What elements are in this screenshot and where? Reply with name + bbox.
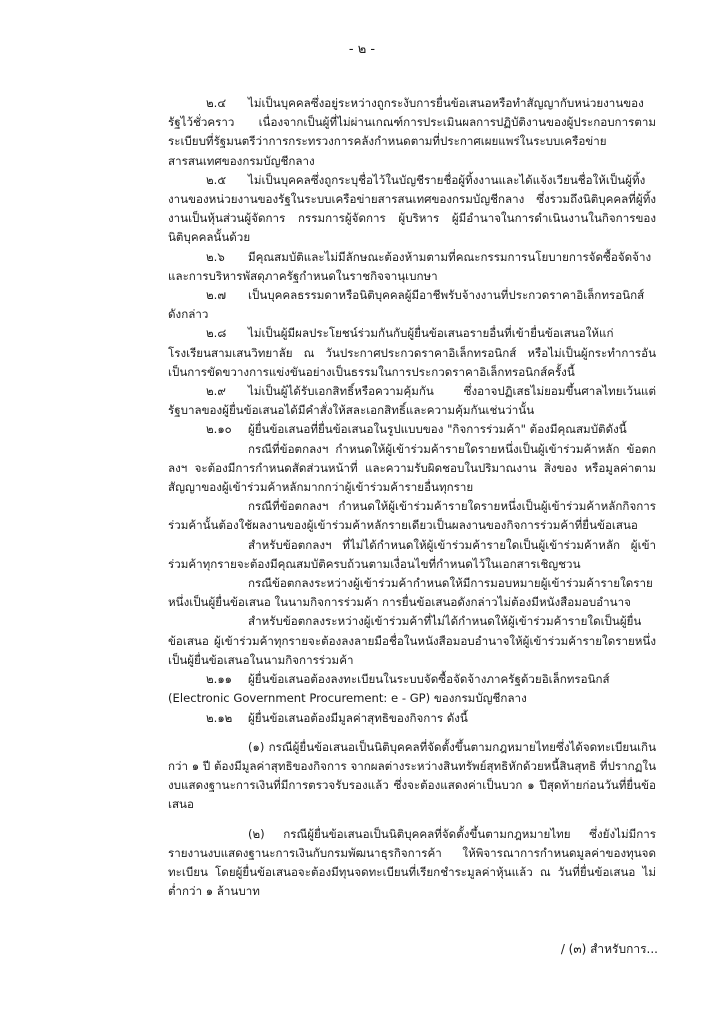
- joint-venture-paragraph: สำหรับข้อตกลงระหว่างผู้เข้าร่วมค้าที่ไม่ได้กำหนดให้ผู้เข้าร่วมค้ารายใดเป็นผู้ยื่นข้อเสนอ ผู้เข้าร่วมค้าทุกรายจะต้องลงลายมือชื่อในหนังสือมอบอำนาจให้ผู้เข้าร่วมค้ารายใดรายหนึ่งเป็นผู้ยื่นข้อเสนอในนามกิจการร่วมค้า: [168, 614, 656, 667]
- clause-2-11: [168, 670, 656, 708]
- clause-number: ๒.๑๒: [206, 710, 233, 725]
- clause-text: ผู้ยื่นข้อเสนอต้องลงทะเบียนในระบบจัดซื้อจัดจ้างภาครัฐด้วยอิเล็กทรอนิกส์ (Electronic Government Procurement: e - GP) ของกรมบัญชีกลาง: [168, 672, 610, 706]
- clause-text: ไม่เป็นผู้ได้รับเอกสิทธิ์หรือความคุ้มกัน ซึ่งอาจปฏิเสธไม่ยอมขึ้นศาลไทยเว้นแต่รัฐบาลของผู้ยื่นข้อเสนอได้มีคำสั่งให้สละเอกสิทธิ์และความคุ้มกันเช่นว่านั้น: [168, 384, 656, 418]
- clause-2-6: [168, 248, 656, 286]
- clause-number: ๒.๑๐: [206, 422, 232, 437]
- clause-number: ๒.๖: [206, 249, 225, 264]
- clause-number: ๒.๔: [206, 96, 227, 110]
- clause-number: ๒.๙: [206, 384, 226, 399]
- clause-text: ไม่เป็นบุคคลซึ่งถูกระบุชื่อไว้ในบัญชีรายชื่อผู้ทิ้งงานและได้แจ้งเวียนชื่อให้เป็นผู้ทิ้งงานของหน่วยงานของรัฐในระบบเครือข่ายสารสนเทศของกรมบัญชีกลาง ซึ่งรวมถึงนิติบุคคลที่ผู้ทิ้งงานเป็นหุ้นส่วนผู้จัดการ กรรมการผู้จัดการ ผู้บริหาร ผู้มีอำนาจในการดำเนินงานในกิจการของนิติบุคคลนั้นด้วย: [168, 172, 656, 245]
- clause-2-4: [168, 94, 656, 171]
- continuation-footer: / (๓) สำหรับการ...: [560, 942, 658, 956]
- clause-2-5: [168, 171, 656, 248]
- clause-number: ๒.๘: [206, 326, 227, 341]
- clause-text: เป็นบุคคลธรรมดาหรือนิติบุคคลผู้มีอาชีพรับจ้างงานที่ประกวดราคาอิเล็กทรอนิกส์ดังกล่าว: [168, 288, 645, 322]
- clause-text: ผู้ยื่นข้อเสนอต้องมีมูลค่าสุทธิของกิจการ ดังนี้: [248, 710, 468, 725]
- clause-2-12: [168, 709, 656, 728]
- clause-text: มีคุณสมบัติและไม่มีลักษณะต้องห้ามตามที่คณะกรรมการนโยบายการจัดซื้อจัดจ้างและการบริหารพัสดุภาครัฐกำหนดในราชกิจจานุเบกษา: [168, 249, 652, 283]
- joint-venture-paragraph: กรณีที่ข้อตกลงฯ กำหนดให้ผู้เข้าร่วมค้ารายใดรายหนึ่งเป็นผู้เข้าร่วมค้าหลัก ข้อตกลงฯ จะต้องมีการกำหนดสัดส่วนหน้าที่ และความรับผิดชอบในปริมาณงาน สิ่งของ หรือมูลค่าตามสัญญาของผู้เข้าร่วมค้าหลักมากกว่าผู้เข้าร่วมค้ารายอื่นทุกราย: [168, 441, 656, 495]
- net-worth-item-1: (๑) กรณีผู้ยื่นข้อเสนอเป็นนิติบุคคลที่จัดตั้งขึ้นตามกฎหมายไทยซึ่งได้จดทะเบียนเกินกว่า ๑ ปี ต้องมีมูลค่าสุทธิของกิจการ จากผลต่างระหว่างสินทรัพย์สุทธิหักด้วยหนี้สินสุทธิ ที่ปรากฏในงบแสดงฐานะการเงินที่มีการตรวจรับรองแล้ว ซึ่งจะต้องแสดงค่าเป็นบวก ๑ ปีสุดท้ายก่อนวันที่ยื่นข้อเสนอ: [168, 739, 656, 812]
- clause-text: ผู้ยื่นข้อเสนอที่ยื่นข้อเสนอในรูปแบบของ "กิจการร่วมค้า" ต้องมีคุณสมบัติดังนี้: [248, 422, 627, 437]
- net-worth-item-2: (๒) กรณีผู้ยื่นข้อเสนอเป็นนิติบุคคลที่จัดตั้งขึ้นตามกฎหมายไทย ซึ่งยังไม่มีการรายงานงบแสดงฐานะการเงินกับกรมพัฒนาธุรกิจการค้า ให้พิจารณาการกำหนดมูลค่าของทุนจดทะเบียน โดยผู้ยื่นข้อเสนอจะต้องมีทุนจดทะเบียนที่เรียกชำระมูลค่าหุ้นแล้ว ณ วันที่ยื่นข้อเสนอ ไม่ต่ำกว่า ๑ ล้านบาท: [168, 826, 656, 899]
- joint-venture-paragraph: กรณีที่ข้อตกลงฯ กำหนดให้ผู้เข้าร่วมค้ารายใดรายหนึ่งเป็นผู้เข้าร่วมค้าหลักกิจการร่วมค้านั้นต้องใช้ผลงานของผู้เข้าร่วมค้าหลักรายเดียวเป็นผลงานของกิจการร่วมค้าที่ยื่นข้อเสนอ: [168, 499, 656, 533]
- document-body: [168, 94, 656, 901]
- joint-venture-paragraph: สำหรับข้อตกลงฯ ที่ไม่ได้กำหนดให้ผู้เข้าร่วมค้ารายใดเป็นผู้เข้าร่วมค้าหลัก ผู้เข้าร่วมค้าทุกรายจะต้องมีคุณสมบัติครบถ้วนตามเงื่อนไขที่กำหนดไว้ในเอกสารเชิญชวน: [168, 537, 656, 571]
- clause-2-10: [168, 420, 656, 439]
- spacer: [168, 728, 656, 738]
- clause-text: ไม่เป็นผู้มีผลประโยชน์ร่วมกันกับผู้ยื่นข้อเสนอรายอื่นที่เข้ายื่นข้อเสนอให้แก่โรงเรียนสามเสนวิทยาลัย ณ วันประกาศประกวดราคาอิเล็กทรอนิกส์ หรือไม่เป็นผู้กระทำการอันเป็นการขัดขวางการแข่งขันอย่างเป็นธรรมในการประกวดราคาอิเล็กทรอนิกส์ครั้งนี้: [168, 326, 656, 379]
- clause-2-7: [168, 286, 656, 324]
- page-number: - ๒ -: [348, 42, 376, 57]
- clause-number: ๒.๑๑: [206, 672, 233, 687]
- clause-number: ๒.๗: [206, 288, 227, 303]
- joint-venture-paragraph: กรณีข้อตกลงระหว่างผู้เข้าร่วมค้ากำหนดให้มีการมอบหมายผู้เข้าร่วมค้ารายใดรายหนึ่งเป็นผู้ยื่นข้อเสนอ ในนามกิจการร่วมค้า การยื่นข้อเสนอดังกล่าวไม่ต้องมีหนังสือมอบอำนาจ: [168, 576, 653, 610]
- clause-2-9: [168, 382, 656, 420]
- clause-number: ๒.๕: [206, 172, 227, 187]
- clause-text: ไม่เป็นบุคคลซึ่งอยู่ระหว่างถูกระงับการยื่นข้อเสนอหรือทำสัญญากับหน่วยงานของรัฐไว้ชั่วคราว เนื่องจากเป็นผู้ที่ไม่ผ่านเกณฑ์การประเมินผลการปฏิบัติงานของผู้ประกอบการตามระเบียบที่รัฐมนตรีว่าการกระทรวงการคลังกำหนดตามที่ประกาศเผยแพร่ในระบบเครือข่ายสารสนเทศของกรมบัญชีกลาง: [168, 96, 656, 168]
- clause-2-8: [168, 324, 656, 382]
- spacer: [168, 815, 656, 825]
